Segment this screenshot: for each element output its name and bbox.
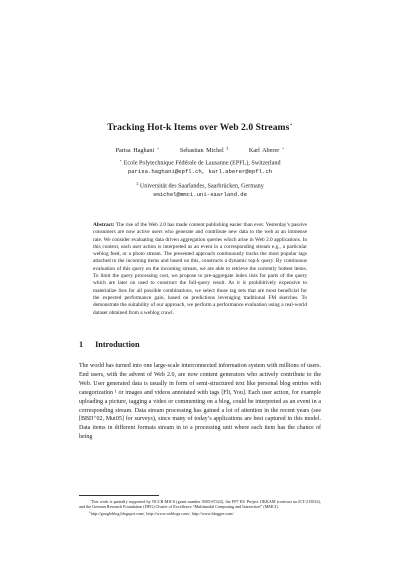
affiliation-1: ⋆ Ecole Polytechnique Fédérale de Lausanne (EPFL), Switzerland parisa.haghani@epfl.ch, karl.aberer@epfl.ch [0,157,400,176]
footnotes [79,498,321,516]
section-heading [79,340,140,349]
title-footnote-mark: ⋆ [289,122,293,128]
affiliation-1-email: parisa.haghani@epfl.ch, karl.aberer@epfl.ch [127,168,273,175]
footnote-1: ⋆This work is partially supported by NCCR-MICS (grant number 5005-67322), the FP7 EU Project OKKAM (contract no.ICT-215032), and the German Research Foundation (DFG) Cluster of Excellence “Multimodal Computing and Interaction” (MMCI). [79,498,321,510]
author-1: Parisa Haghani ⋆ [115,145,160,154]
abstract [93,222,307,317]
abstract-text: The rise of the Web 2.0 has made content publishing easier than ever. Yesterday’s passive consumers are now active users who generate and contribute new data to the web at an immense rate. We consider evaluating data driven aggregation queries which arise in Web 2.0 applications. In this context, each user action is interpreted as an event in a corresponding stream e.g., a particular weblog feed, or a photo stream. The presented approach continuously tracks the most popular tags attached to the incoming items and based on this, constructs a dynamic top-k query. By continuous evaluation of this query on the incoming stream, we are able to retrieve the currently hottest items. To limit the query processing cost, we propose to pre-aggregate index lists for parts of the query which are later on used to construct the full-query result. As it is prohibitively expensive to materialize lists for all possible combinations, we select those tag sets that are most beneficial for the expected performance gain, based on predictions leveraging traditional FM sketches. To demonstrate the suitability of our approach, we perform a performance evaluation using a real-world dataset obtained from a weblog crawl. [93,222,307,316]
intro-paragraph: The world has turned into one large-scale interconnected information system with millions of users. End users, with the advent of Web 2.0, are now content generators who actively contribute to the Web. User generated data is usually in form of semi-structured text like personal blog entries with categorization ¹ or images and videos annotated with tags [Fli, You]. Each user action, for example uploading a picture, tagging a video or commenting on a blog, could be interpreted as an event in a corresponding stream. Data stream processing has gained a lot of attention in the recent years (see [BBD⁺02, Mut05] for surveys), since many of today’s applications are best captured in this model. Data items in different formats stream in to a processing unit where each item has the chance of being [79,363,321,441]
author-3: Karl Aberer ⋆ [248,145,285,154]
affiliation-2: ‡ Universität des Saarlandes, Saarbrücken, Germany smichel@mmci.uni-saarland.de [0,180,400,199]
affiliation-2-email: smichel@mmci.uni-saarland.de [153,191,247,198]
abstract-label: Abstract: [93,222,115,228]
author-list [0,145,400,154]
footnote-rule [79,495,159,496]
section-title: Introduction [95,340,140,349]
author-2: Sebastian Michel ‡ [179,145,229,154]
footnote-2: $^1$http://googleblog.blogspot.com/, http://www.weblogs.com/, http://www.blogger.com/ [89,509,234,516]
paper-title [0,122,400,133]
section-number: 1 [79,340,84,349]
title-text: Tracking Hot-k Items over Web 2.0 Streams [107,122,290,133]
